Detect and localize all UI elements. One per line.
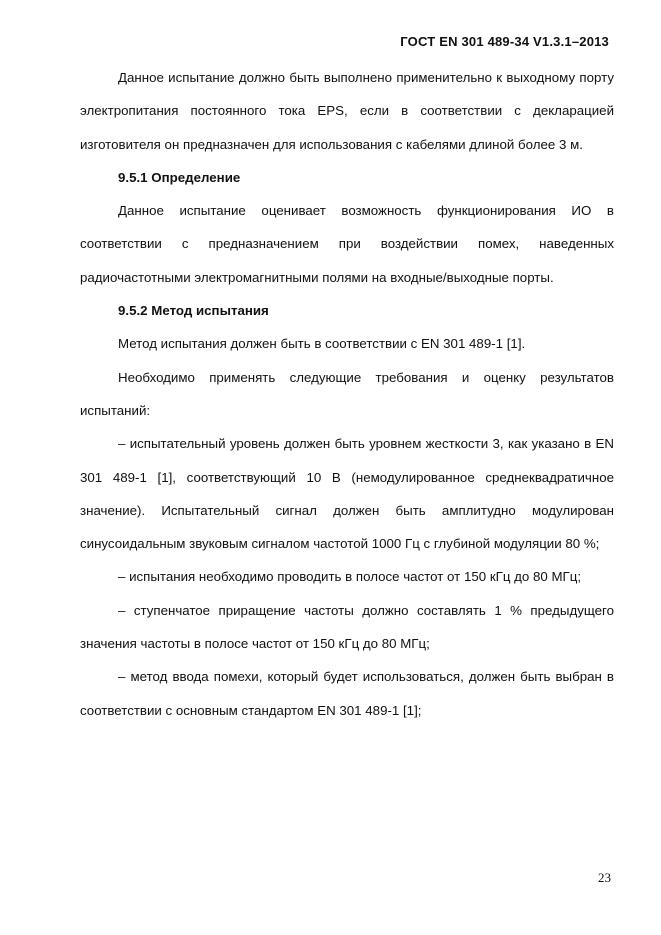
section-heading-9-5-2: 9.5.2 Метод испытания [118,303,269,319]
list-item-test-level: – испытательный уровень должен быть уровнем жесткости 3, как указано в EN 301 489-1 [1], соответствующий 10 В (немодулированное среднеквадратичное значение). Испытательный сигнал должен быть амплитудно модулирован синусоидальным звуковым сигналом частотой 1000 Гц с глубиной модуляции 80 %; [80,436,614,552]
list-item-frequency-band: – испытания необходимо проводить в полосе частот от 150 кГц до 80 МГц; [118,569,582,585]
page-number: 23 [598,870,611,885]
list-item-frequency-step: – ступенчатое приращение частоты должно составлять 1 % предыдущего значения частоты в полосе частот от 150 кГц до 80 МГц; [80,602,614,652]
list-item-injection-method: – метод ввода помехи, который будет использоваться, должен быть выбран в соответствии с основным стандартом EN 301 489-1 [1]; [80,669,614,718]
paragraph-requirements-intro: Необходимо применять следующие требования и оценку результатов испытаний: [80,369,614,418]
paragraph-eps-applicability: Данное испытание должно быть выполнено применительно к выходному порту электропитания постоянного тока EPS, если в соответствии с декларацией изготовителя он предназначен для использования с кабелями длиной более 3 м. [80,70,614,152]
document-header: ГОСТ EN 301 489-34 V1.3.1–2013 [400,34,609,49]
section-heading-9-5-1: 9.5.1 Определение [118,169,241,185]
document-body [80,61,614,727]
paragraph-definition: Данное испытание оценивает возможность функционирования ИО в соответствии с предназначением при воздействии помех, наведенных радиочастотными электромагнитными полями на входные/выходные порты. [80,203,614,285]
paragraph-test-method: Метод испытания должен быть в соответствии с EN 301 489-1 [1]. [118,336,526,352]
